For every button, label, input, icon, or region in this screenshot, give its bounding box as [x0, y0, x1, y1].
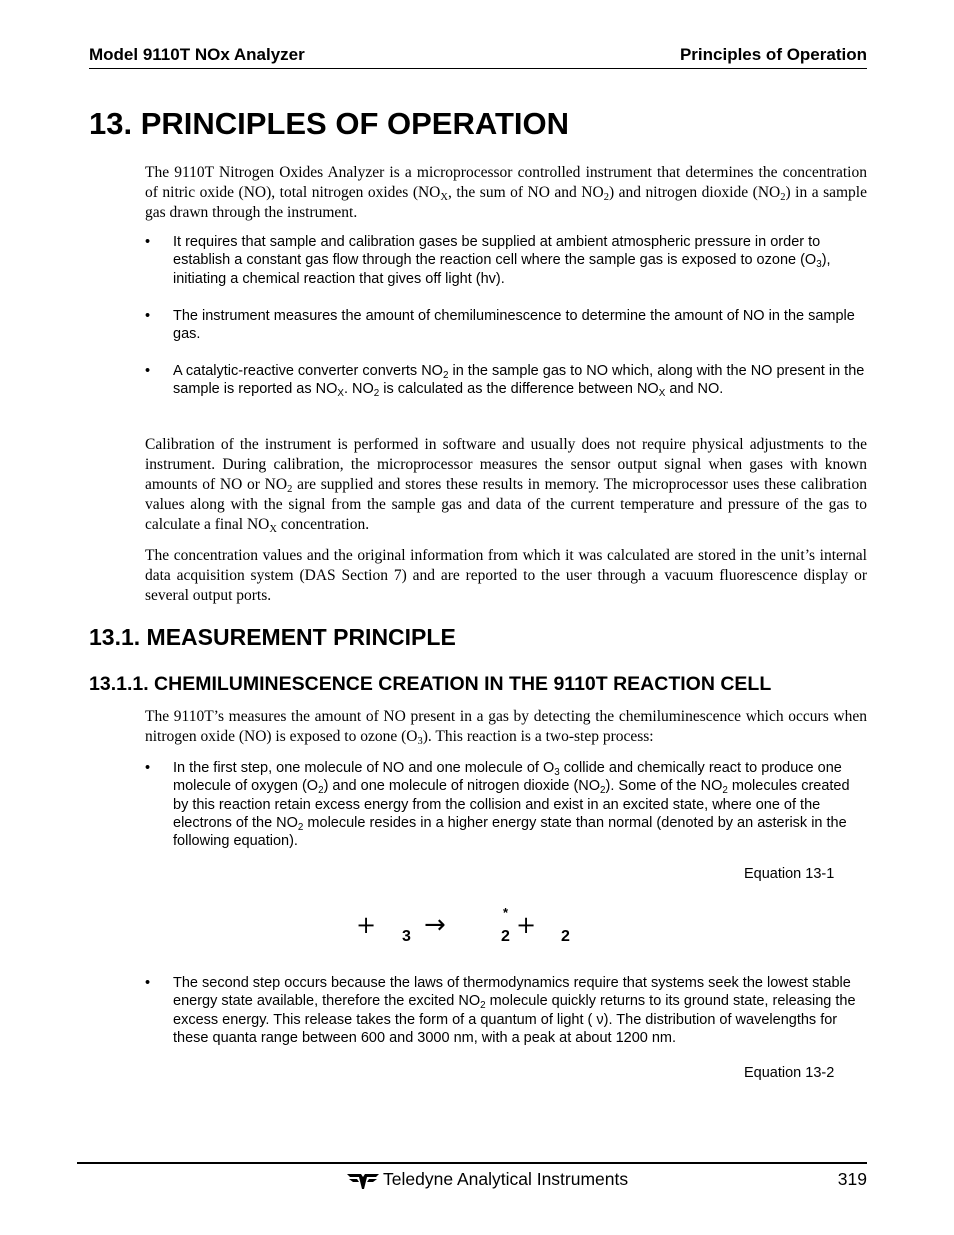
excited-state-asterisk: * [503, 905, 509, 920]
subscript: 2 [600, 785, 606, 797]
equation-13-2-label: Equation 13-2 [744, 1065, 835, 1081]
subscript: 2 [287, 484, 293, 496]
list-item-text: It requires that sample and calibration gases be supplied at ambient atmospheric pressure in order to establish a constant gas flow through the reaction cell where the sample gas is exposed to ozone $(O_3)$, initiating a chemical reaction that gives off light (hv). [173, 234, 831, 287]
subscript: X [269, 524, 277, 536]
intro-paragraph-1: The 9110T Nitrogen Oxides Analyzer is a microprocessor controlled instrument that determines the concentration of nitric oxide (NO), total nitrogen oxides ($NO_X$, the sum of NO and $NO_2$) and nitrogen dioxide $(NO_2)$ in a sample gas drawn through the instrument. [145, 164, 867, 221]
section-13-1-title: 13.1. MEASUREMENT PRINCIPLE [89, 624, 456, 650]
subscript: 2 [297, 821, 304, 833]
teledyne-logo-icon [346, 1170, 380, 1190]
subscript: X [440, 192, 448, 204]
subscript: 2 [722, 785, 728, 797]
subscript: 2 [480, 1000, 486, 1012]
page-number: 319 [837, 1169, 867, 1189]
chapter-title: 13. PRINCIPLES OF OPERATION [89, 106, 570, 141]
chemiluminescence-paragraph: The 9110T’s measures the amount of NO present in a gas by detecting the chemiluminescence which occurs when nitrogen oxide (NO) is exposed to ozone $(O_3)$. This reaction is a two-step process: [145, 708, 867, 748]
page-header [89, 44, 867, 69]
bullet-icon: • [145, 975, 151, 991]
list-item-text: In the first step, one molecule of NO and one molecule of $O_3$ collide and chemically react to produce one molecule of oxygen $(O_2)$ and one molecule of nitrogen dioxide $(NO_2)$. Some of the $NO_2$ molecules created by this reaction retain excess energy from the collision and exist in an excited state, where one of the electrons of the $NO_2$ molecule resides in a higher energy state than normal (denoted by an asterisk in the following equation). [173, 760, 850, 850]
bullet-icon: • [145, 363, 151, 379]
subscript: 3 [417, 736, 423, 748]
subscript: 2 [780, 192, 786, 204]
subscript: 2 [318, 785, 324, 797]
list-item-text: A catalytic-reactive converter converts $NO_2$ in the sample gas to NO which, along with the NO present in the sample is reported as $NO_X$. $NO_2$ is calculated as the difference between $NO_X$ and NO. [173, 363, 865, 400]
equation-13-1-label: Equation 13-1 [744, 866, 835, 882]
footer-divider [77, 1162, 867, 1164]
bullet-icon: • [145, 234, 151, 250]
reaction-arrow-icon: → [424, 910, 446, 940]
subscript-o3: 3 [402, 928, 411, 945]
plus-sign: + [356, 911, 377, 939]
bullet-icon: • [145, 308, 151, 324]
subscript-no2: 2 [501, 928, 510, 945]
subscript: X [658, 388, 666, 400]
subscript-o2: 2 [561, 928, 570, 945]
subscript: 2 [373, 388, 380, 400]
header-chapter-title: Principles of Operation [679, 45, 867, 64]
plus-sign: + [516, 911, 537, 939]
calibration-paragraph: Calibration of the instrument is performed in software and usually does not require physical adjustments to the instrument. During calibration, the microprocessor measures the sensor output signal when gases with known amounts of NO or $NO_2$ are supplied and stores these results in memory. The microprocessor uses these calibration values along with the signal from the sample gas and data of the current temperature and pressure of the gas to calculate a final $NO_X$ concentration. [145, 436, 867, 536]
section-13-1-1-title: 13.1.1. CHEMILUMINESCENCE CREATION IN THE 9110T REACTION CELL [89, 673, 772, 695]
header-document-title: Model 9110T NOx Analyzer [89, 45, 305, 64]
subscript: 2 [603, 192, 609, 204]
bullet-icon: • [145, 760, 151, 776]
list-item-text: The second step occurs because the laws of thermodynamics require that systems seek the lowest stable energy state available, therefore the excited $NO_2$ molecule quickly returns to its ground state, releasing the excess energy. This release takes the form of a quantum of light ( ν). The distribution of wavelengths for these quanta range between 600 and 3000 nm, with a peak at about 1200 nm. [173, 975, 856, 1046]
subscript: 2 [442, 369, 449, 381]
data-storage-paragraph: The concentration values and the original information from which it was calculated are stored in the unit’s internal data acquisition system (DAS Section 7) and are reported to the user through a vacuum fluorescence display or several output ports. [145, 547, 867, 604]
footer-publisher: Teledyne Analytical Instruments [383, 1169, 629, 1189]
subscript: 3 [554, 766, 560, 778]
list-item-text: The instrument measures the amount of chemiluminescence to determine the amount of NO in the sample gas. [173, 308, 855, 343]
subscript: 3 [816, 259, 822, 271]
subscript: X [337, 388, 344, 400]
